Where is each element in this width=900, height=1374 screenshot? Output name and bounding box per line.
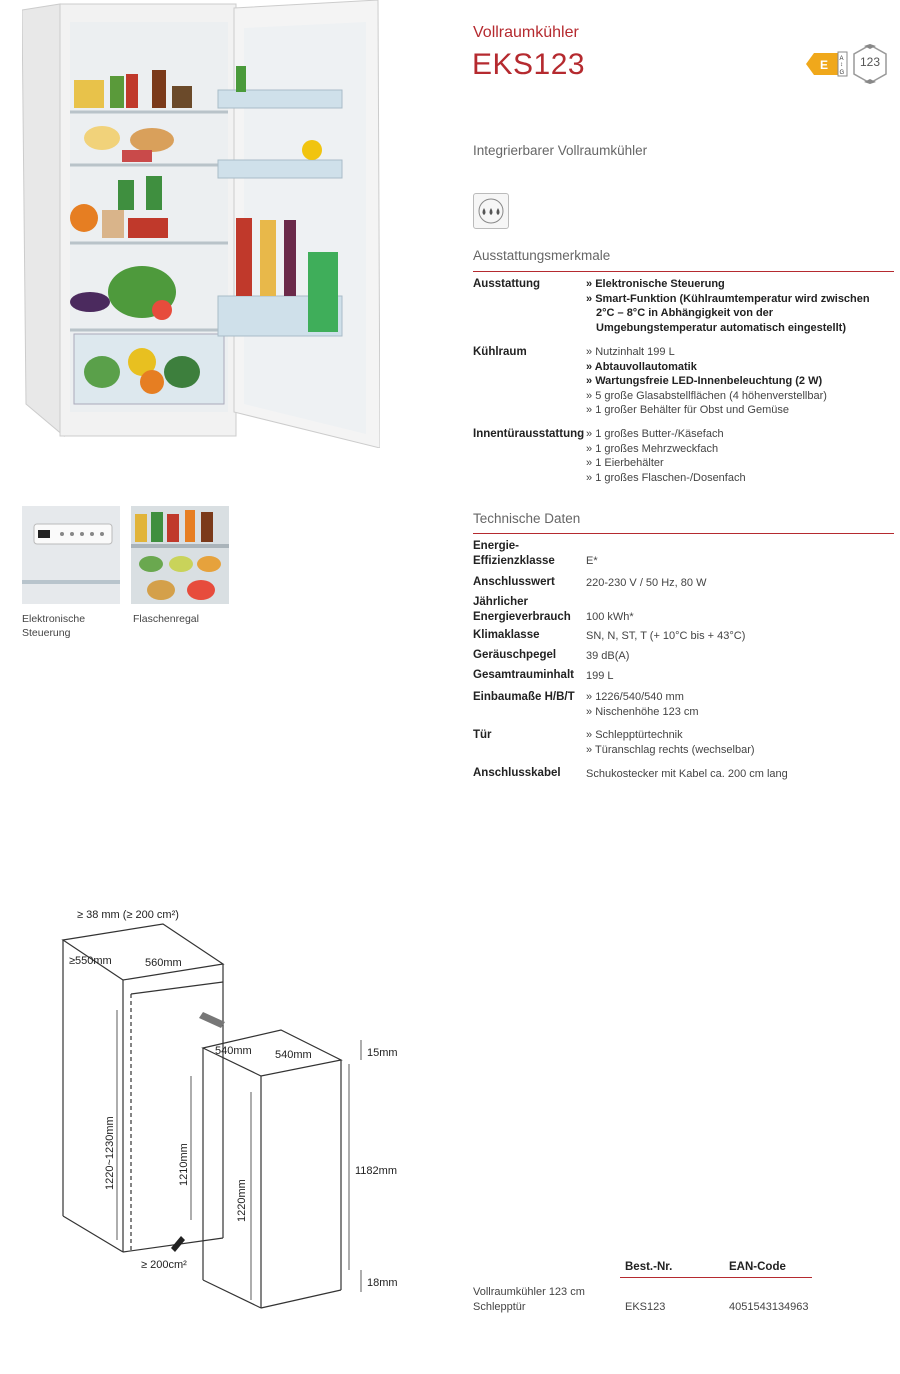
tech-value-volume: 199 L <box>586 670 614 682</box>
dim-top-gap: 15mm <box>367 1047 398 1059</box>
technical-divider <box>473 533 894 534</box>
table-header-divider <box>620 1277 812 1278</box>
feature-item: » Nutzinhalt 199 L <box>586 345 891 360</box>
dim-inner-height: 1210mm <box>178 1143 190 1186</box>
svg-text:A: A <box>839 56 844 62</box>
feature-label-ausstattung: Ausstattung <box>473 278 541 290</box>
features-divider <box>473 271 894 272</box>
tech-value-consumption: 100 kWh* <box>586 611 634 623</box>
dim-niche-width: 560mm <box>145 957 182 969</box>
bottle-shelf-thumbnail <box>131 506 229 604</box>
svg-text:G: G <box>839 70 845 76</box>
tech-label-climate: Klimaklasse <box>473 629 540 641</box>
feature-label-innentuer: Innentürausstattung <box>473 428 585 440</box>
technical-heading: Technische Daten <box>473 511 581 526</box>
dim-unit-width: 540mm <box>275 1049 312 1061</box>
feature-item: » 1 großes Butter-/Käsefach <box>586 427 891 442</box>
dim-vent-bottom: ≥ 200cm² <box>141 1259 187 1271</box>
tech-label-consumption: Jährlicher Energieverbrauch <box>473 596 571 623</box>
dim-vent-top: ≥ 38 mm (≥ 200 cm²) <box>77 909 179 921</box>
water-drops-icon <box>473 193 509 229</box>
dim-niche-depth: ≥550mm <box>69 955 112 967</box>
energy-class-letter: E <box>820 58 829 72</box>
feature-values-ausstattung <box>586 277 891 335</box>
table-product-name: Vollraumkühler 123 cm Schlepptür <box>473 1286 585 1313</box>
table-ean-code: 4051543134963 <box>729 1301 809 1313</box>
feature-values-innentuer <box>586 427 891 485</box>
control-panel-thumbnail <box>22 506 120 604</box>
niche-height-badge <box>852 44 888 84</box>
product-photo <box>22 0 380 448</box>
tech-values-door: » Schlepptürtechnik » Türanschlag rechts (wechselbar) <box>586 728 755 757</box>
feature-item: » Elektronische Steuerung <box>586 277 891 292</box>
features-heading: Ausstattungsmerkmale <box>473 248 611 263</box>
product-category: Vollraumkühler <box>473 24 579 41</box>
feature-item: » 1 großes Mehrzweckfach <box>586 442 891 457</box>
dim-niche-height: 1220~1230mm <box>104 1116 116 1190</box>
dim-unit-depth: 540mm <box>215 1045 252 1057</box>
tech-value-efficiency: E* <box>586 555 598 567</box>
dim-unit-height: 1220mm <box>236 1179 248 1222</box>
tech-label-dimensions: Einbaumaße H/B/T <box>473 691 575 703</box>
feature-item: » 1 großer Behälter für Obst und Gemüse <box>586 403 891 418</box>
energy-label-icon <box>806 50 848 78</box>
product-model: EKS123 <box>472 48 586 81</box>
niche-height-value: 123 <box>859 55 881 69</box>
feature-label-kuehlraum: Kühlraum <box>473 346 527 358</box>
installation-dimension-drawing <box>55 900 415 1320</box>
svg-text:↕: ↕ <box>840 62 843 68</box>
table-order-number: EKS123 <box>625 1301 666 1313</box>
feature-item: » Wartungsfreie LED-Innenbeleuchtung (2 W) <box>586 374 891 389</box>
tech-value-climate: SN, N, ST, T (+ 10°C bis + 43°C) <box>586 630 746 642</box>
feature-item: » 5 große Glasabstellflächen (4 höhenverstellbar) <box>586 389 891 404</box>
tech-label-efficiency: Energie- Effizienzklasse <box>473 540 555 567</box>
tech-label-volume: Gesamtrauminhalt <box>473 669 574 681</box>
feature-item: » Smart-Funktion (Kühlraumtemperatur wird zwischen 2°C – 8°C in Abhängigkeit von der Umgebungstemperatur automatisch eingestellt) <box>586 292 891 336</box>
dim-bottom-gap: 18mm <box>367 1277 398 1289</box>
feature-values-kuehlraum <box>586 345 891 418</box>
tech-values-dimensions: » 1226/540/540 mm » Nischenhöhe 123 cm <box>586 690 699 719</box>
thumbnail-caption-control: Elektronische Steuerung <box>22 613 86 639</box>
feature-item: » 1 großes Flaschen-/Dosenfach <box>586 471 891 486</box>
tech-label-power: Anschlusswert <box>473 576 555 588</box>
tech-value-cable: Schukostecker mit Kabel ca. 200 cm lang <box>586 768 788 780</box>
tech-value-power: 220-230 V / 50 Hz, 80 W <box>586 577 707 589</box>
tech-label-door: Tür <box>473 729 492 741</box>
tech-label-cable: Anschlusskabel <box>473 767 561 779</box>
product-tagline: Integrierbarer Vollraumkühler <box>473 143 648 158</box>
tech-value-noise: 39 dB(A) <box>586 650 630 662</box>
tech-label-noise: Geräuschpegel <box>473 649 557 661</box>
feature-item: » 1 Eierbehälter <box>586 456 891 471</box>
table-header-ean: EAN-Code <box>729 1261 786 1273</box>
table-header-order: Best.-Nr. <box>625 1261 673 1273</box>
dim-door-height: 1182mm <box>355 1165 397 1177</box>
feature-item: » Abtauvollautomatik <box>586 360 891 375</box>
thumbnail-caption-bottle: Flaschenregal <box>133 613 199 625</box>
